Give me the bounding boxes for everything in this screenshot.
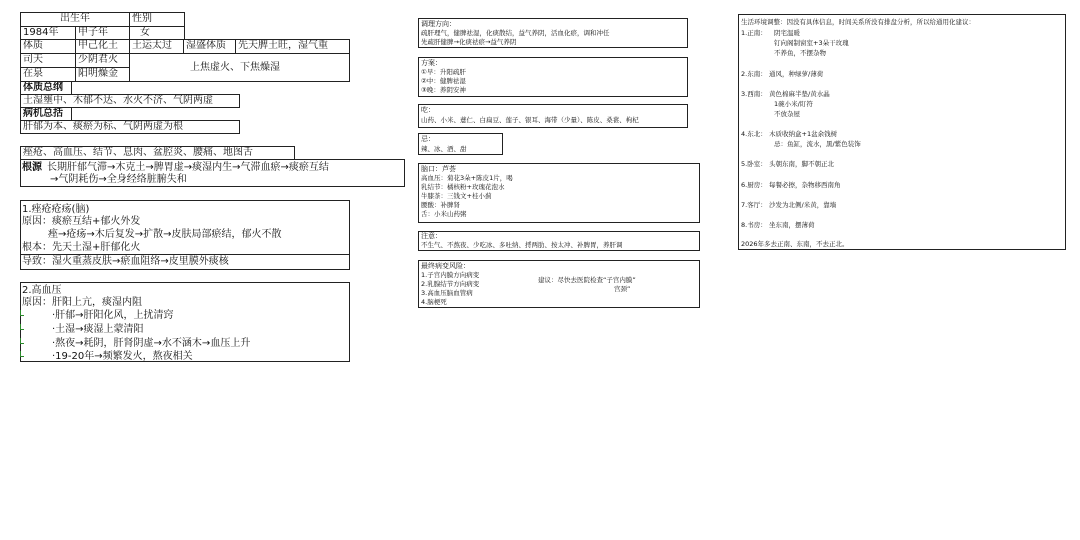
env-item-line: 沙发为北侧/米黄，靠墙 [769, 201, 837, 209]
env-item-head: 2.东南： [741, 70, 767, 78]
acne-row-divider [20, 254, 350, 255]
meds-line: 舌：小米山药粥 [421, 210, 467, 218]
risk-line: 4.脑梗死 [421, 298, 447, 306]
hypertension-item: ·土湿→痰湿上蒙清阳 [52, 324, 144, 335]
env-item-line: 每餐必擦，杂物移西南角 [769, 181, 841, 189]
root-cause-line2: →气阴耗伤→全身经络脏腑失和 [50, 174, 187, 185]
eat-title: 吃： [421, 106, 435, 114]
env-item-head: 7.客厅： [741, 201, 767, 209]
taboo-text: 不生气、不熬夜、少吃冰、多吐纳、捋两肋、按太冲、补脾胃，养肝调 [421, 241, 623, 249]
cell-ganzhi: 甲子年 [75, 26, 130, 40]
cell-constitution-5: 先天脾土旺，湿气重 [235, 39, 350, 54]
acne-detail: 痤→疮疡→木后复发→扩散→皮肤局部瘀结，郁火不散 [48, 229, 282, 240]
risk-suggestion: 建议：尽快去医院检查“子宫内膜” [538, 276, 636, 284]
cell-zaiquan-value: 阳明燥金 [75, 67, 130, 82]
comment-marker-icon [20, 351, 24, 357]
direction-line: 疏肝理气，健脾祛湿，化痰散结，益气养阴，活血化瘀，调和冲任 [421, 29, 610, 37]
plan-title: 方案： [421, 59, 442, 67]
hypertension-item: ·熬夜→耗阴，肝肾阴虚→水不涵木→血压上升 [52, 338, 251, 349]
comment-marker-icon [20, 310, 24, 316]
plan-line: ②中：健脾祛湿 [421, 77, 466, 85]
cell-zaiquan-label: 在泉 [20, 67, 76, 82]
avoid-text: 辣、冰、酒、甜 [421, 145, 467, 153]
disease-list: 痤疮、高血压、结节、息肉、盆腔炎、腰痛、地图舌 [20, 146, 295, 160]
env-item-line: 坐东南，摆薄荷 [769, 221, 815, 229]
meds-line: 牛膝茶：三钱文+桂小蓟 [421, 192, 492, 200]
merged-note: 上焦虚火、下焦燥湿 [129, 53, 350, 82]
cell-constitution-label: 体质 [20, 39, 76, 54]
meds-line: 乳结节：橘核粉+玫瑰花泡水 [421, 183, 505, 191]
meds-line: 高血压：菊花3朵+陈皮1片，喝 [421, 174, 513, 182]
env-item-line: 阴宅温暖 [774, 29, 800, 37]
acne-root: 根本：先天土湿+肝郁化火 [22, 242, 141, 253]
env-item-head: 6.厨房： [741, 181, 767, 189]
env-item-head: 8.书房： [741, 221, 767, 229]
hypertension-box [20, 282, 350, 362]
risk-line: 3.高血压脑血管病 [421, 289, 473, 297]
hypertension-cause: 原因：肝阳上亢，痰湿内阻 [22, 297, 142, 308]
plan-line: ①早：升阳疏肝 [421, 68, 466, 76]
cell-constitution-2: 甲己化土 [75, 39, 130, 54]
taboo-title: 注意： [421, 232, 442, 240]
meds-line: 腰酸：补脾肾 [421, 201, 460, 209]
env-item-line: 通风，种绿萝/薄荷 [769, 70, 824, 78]
environment-intro: 生活环境调整：因没有具体信息，时间关系所没有排盘分析，所以给通用化建议： [741, 18, 975, 26]
env-item-head: 1.正南： [741, 29, 767, 37]
root-cause-label: 根源 [22, 162, 42, 173]
plan-line: ③晚：养阴安神 [421, 86, 466, 94]
env-item-line: 黄色棉麻半垫/黄水晶 [769, 90, 830, 98]
meds-title: 脑口：芦荟 [421, 165, 456, 173]
comment-marker-icon [20, 338, 24, 344]
constitution-summary-title: 体质总纲 [20, 81, 72, 95]
hypertension-item: ·肝郁→肝阳化风，上扰清窍 [52, 310, 174, 321]
constitution-summary-text: 土湿壅中、木郁不达、水火不济、气阴两虚 [20, 94, 240, 108]
risk-line: 1.子宫内膜方向病变 [421, 271, 480, 279]
env-item-head: 3.西南： [741, 90, 767, 98]
direction-line: 先疏肝健脾→化痰祛瘀→益气养阴 [421, 38, 517, 46]
environment-footer: 2026年多去正南、东南，不去正北。 [741, 240, 849, 248]
eat-text: 山药、小米、薏仁、白扁豆、莲子、银耳、海带（少量）、陈皮、桑葚、枸杞 [421, 116, 639, 124]
header-gender: 性别 [129, 12, 185, 27]
header-birth-year: 出生年 [20, 12, 130, 27]
acne-result: 导致：湿火重蒸皮肤→瘀血阻络→皮里膜外痰核 [22, 256, 229, 267]
comment-marker-icon [20, 324, 24, 330]
env-item-line: 忌：鱼缸，流水，黑/紫色装饰 [774, 140, 861, 148]
env-item-line: 1碗小米/盯符 [774, 100, 813, 108]
risk-suggestion-cont: 宫颈” [614, 285, 631, 293]
cell-constitution-3: 土运太过 [129, 39, 184, 54]
env-item-line: 钉向阁制窗室+3朵干玫瑰 [774, 39, 849, 47]
env-item-line: 木质收纳盒+1盆余钱树 [769, 130, 838, 138]
cell-gender: 女 [129, 26, 185, 40]
env-item-head: 5.卧室： [741, 160, 767, 168]
root-cause-line1: 长期肝郁气滞→木克土→脾胃虚→痰湿内生→气滞血瘀→痰瘀互结 [47, 162, 329, 173]
cell-year: 1984年 [20, 26, 76, 40]
avoid-title: 忌： [421, 135, 435, 143]
env-item-line: 不放杂屋 [774, 110, 800, 118]
cell-sitian-label: 司天 [20, 53, 76, 68]
risk-line: 2.乳腺结节方向病变 [421, 280, 480, 288]
risk-title: 最终病变风险： [421, 262, 470, 270]
env-item-line: 不养鱼，不摆杂物 [774, 49, 826, 57]
pathogenesis-summary-text: 肝郁为本、痰瘀为标、气阴两虚为根 [20, 120, 240, 134]
cell-sitian-value: 少阴君火 [75, 53, 130, 68]
direction-title: 调理方向： [421, 20, 456, 28]
env-item-line: 头朝东南，脚不朝正北 [769, 160, 834, 168]
env-item-head: 4.东北： [741, 130, 767, 138]
acne-cause: 原因：痰瘀互结+郁火外发 [22, 216, 141, 227]
pathogenesis-summary-title: 病机总括 [20, 107, 72, 121]
acne-title: 1.痤疮疮疡(脑) [22, 204, 90, 215]
hypertension-item: ·19-20年→频繁发火，熬夜相关 [52, 351, 193, 362]
hypertension-title: 2.高血压 [22, 285, 62, 296]
cell-constitution-4: 湿盛体质 [183, 39, 236, 54]
